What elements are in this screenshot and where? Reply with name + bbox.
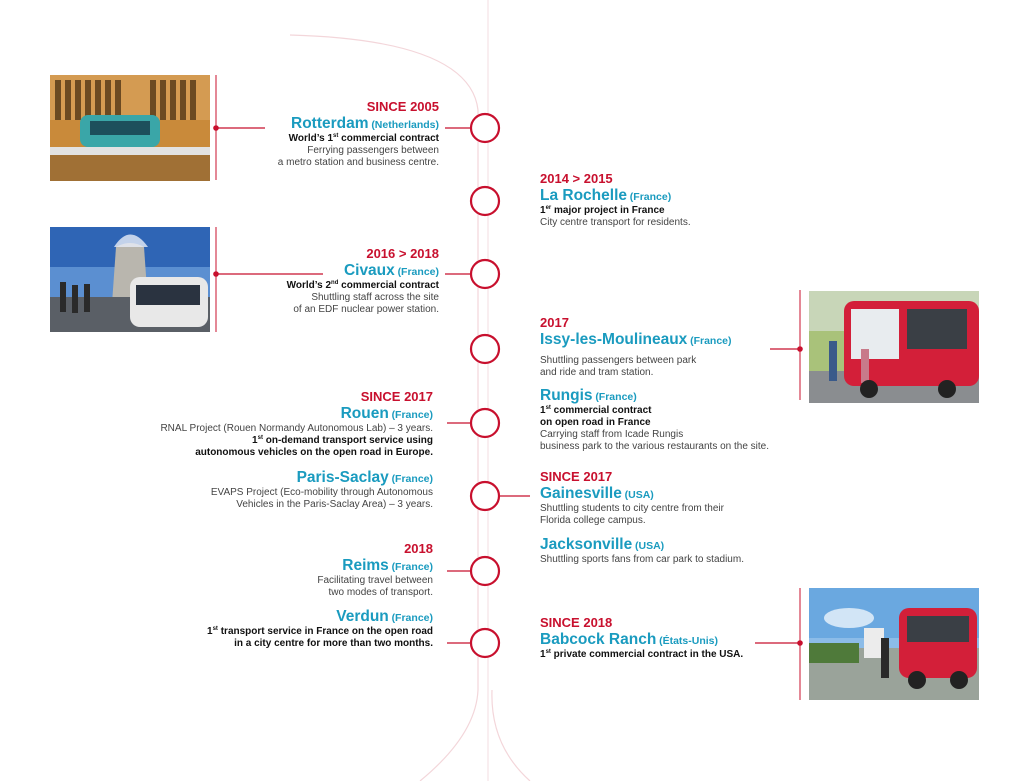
- country-label: (USA): [624, 489, 654, 501]
- highlight-text: 1er major project in France: [540, 205, 665, 216]
- place-name: Rungis: [540, 387, 593, 404]
- entry-civaux: [79, 246, 439, 316]
- entry-verdun: [13, 608, 433, 650]
- highlight-text: in a city centre for more than two months.: [234, 638, 433, 649]
- year-label: 2014 > 2015: [540, 171, 613, 186]
- entry-reims: [13, 541, 433, 599]
- description-line: Shuttling passengers between park: [540, 355, 697, 366]
- country-label: (France): [391, 473, 433, 485]
- highlight-text: World’s 2nd commercial contract: [286, 280, 439, 291]
- place-name: Issy-les-Moulineaux: [540, 331, 688, 348]
- highlight-text: 1st on-demand transport service using: [252, 435, 433, 446]
- description-line: Shuttling sports fans from car park to stadium.: [540, 554, 744, 565]
- description-line: a metro station and business centre.: [277, 157, 439, 168]
- description-line: Vehicles in the Paris-Saclay Area) – 3 years.: [236, 499, 433, 510]
- entry-babcock-ranch: [540, 615, 800, 661]
- description-line: Florida college campus.: [540, 515, 646, 526]
- highlight-text: autonomous vehicles on the open road in Europe.: [195, 447, 433, 458]
- description-line: EVAPS Project (Eco-mobility through Autonomous: [210, 487, 433, 498]
- year-label: SINCE 2005: [366, 99, 439, 114]
- description-line: Facilitating travel between: [317, 575, 433, 586]
- place-name: Jacksonville: [540, 536, 633, 553]
- place-name: Rouen: [340, 405, 389, 422]
- country-label: (France): [391, 612, 433, 624]
- country-label: (Netherlands): [371, 119, 439, 131]
- place-name: Gainesville: [540, 485, 622, 502]
- highlight-text: 1st transport service in France on the open road: [207, 626, 433, 637]
- place-name: Paris-Saclay: [296, 469, 389, 486]
- entry-gainesville: [540, 469, 800, 527]
- country-label: (France): [595, 391, 637, 403]
- description-line: Ferrying passengers between: [307, 145, 439, 156]
- place-name: Civaux: [343, 262, 395, 279]
- country-label: (États-Unis): [659, 635, 718, 647]
- highlight-text: 1st commercial contract: [540, 405, 652, 416]
- entry-jacksonville: [540, 536, 800, 566]
- entry-rungis: [540, 387, 820, 453]
- place-name: Reims: [342, 557, 389, 574]
- entry-rotterdam: [79, 99, 439, 169]
- place-name: La Rochelle: [540, 187, 627, 204]
- entry-la-rochelle: [540, 171, 800, 229]
- year-label: 2017: [540, 315, 569, 330]
- description-line: business park to the various restaurants on the site.: [540, 441, 770, 452]
- country-label: (France): [690, 335, 732, 347]
- highlight-text: on open road in France: [540, 417, 651, 428]
- description-line: Carrying staff from Icade Rungis: [540, 429, 684, 440]
- year-label: SINCE 2018: [540, 615, 613, 630]
- entry-paris-saclay: [13, 469, 433, 511]
- entry-issy: [540, 315, 800, 379]
- description-line: and ride and tram station.: [540, 367, 654, 378]
- country-label: (USA): [634, 540, 665, 552]
- description-line: two modes of transport.: [328, 587, 433, 598]
- timeline-node: [471, 114, 499, 657]
- place-name: Verdun: [336, 608, 389, 625]
- description-line: Shuttling students to city centre from their: [540, 503, 724, 514]
- description-line: Shuttling staff across the site: [311, 292, 439, 303]
- babcock-photo: [809, 588, 979, 700]
- country-label: (France): [391, 561, 433, 573]
- year-label: SINCE 2017: [540, 469, 613, 484]
- country-label: (France): [629, 191, 672, 203]
- year-label: SINCE 2017: [360, 389, 433, 404]
- place-name: Rotterdam: [291, 115, 369, 132]
- country-label: (France): [397, 266, 439, 278]
- description-line: RNAL Project (Rouen Normandy Autonomous Lab) – 3 years.: [160, 423, 433, 434]
- country-label: (France): [391, 409, 433, 421]
- highlight-text: World’s 1st commercial contract: [288, 133, 439, 144]
- place-name: Babcock Ranch: [540, 631, 657, 648]
- year-label: 2018: [404, 541, 433, 556]
- description-line: City centre transport for residents.: [540, 217, 691, 228]
- year-label: 2016 > 2018: [366, 246, 439, 261]
- issy-photo: [809, 291, 979, 403]
- entry-rouen: [13, 389, 433, 459]
- description-line: of an EDF nuclear power station.: [293, 304, 439, 315]
- highlight-text: 1st private commercial contract in the USA.: [540, 649, 744, 660]
